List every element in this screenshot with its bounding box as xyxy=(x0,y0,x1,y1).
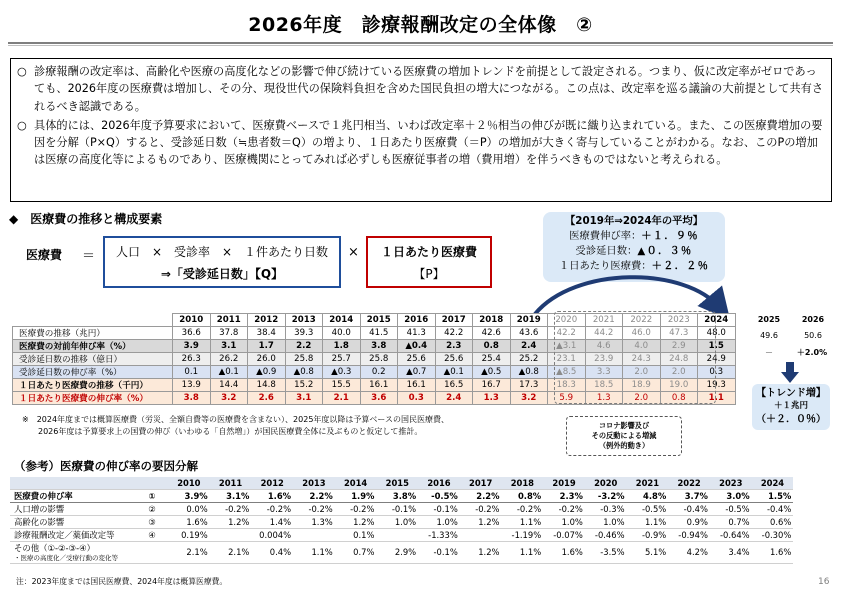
table-cell: 2.0 xyxy=(623,365,661,378)
year-header: 2024 xyxy=(752,477,794,489)
row-label: 受診延日数の伸び率（%） xyxy=(13,365,173,378)
page-number: 16 xyxy=(818,577,830,587)
table-cell: 1.8 xyxy=(323,339,361,352)
average-value: ▲０．３％ xyxy=(637,245,693,257)
year-header: 2012 xyxy=(248,314,286,327)
table-cell: -0.94% xyxy=(668,528,710,541)
table-cell: 0.7% xyxy=(335,541,377,563)
covid-note-line: コロナ影響及び xyxy=(598,421,650,430)
table-cell: -0.2% xyxy=(502,502,544,515)
table-cell: 3.2 xyxy=(510,391,548,404)
year-header: 2023 xyxy=(660,314,698,327)
table-cell: -0.4% xyxy=(752,502,794,515)
formula-q-line2: ⇒「受診延日数」【Q】 xyxy=(160,267,284,281)
table-cell: 25.7 xyxy=(323,352,361,365)
table-cell: 2.3 xyxy=(435,339,473,352)
table-cell: 1.2% xyxy=(460,541,502,563)
table-note-line: 2026年度は予算要求上の国費の伸び（いわゆる「自然増」）が国民医療費全体に及ぶものと仮定して推計。 xyxy=(22,427,423,436)
table-cell: 2.4 xyxy=(435,391,473,404)
table-cell: 42.2 xyxy=(548,326,586,339)
table-row xyxy=(10,528,793,541)
table-cell: 38.4 xyxy=(248,326,286,339)
table-cell: -0.2% xyxy=(543,502,585,515)
bullet-icon: ○ xyxy=(17,118,27,132)
formula-equals: ＝ xyxy=(82,249,96,264)
year-header: 2019 xyxy=(510,314,548,327)
table-cell: 18.3 xyxy=(548,378,586,391)
covid-note-line: （例外的動き） xyxy=(598,441,650,450)
year-header: 2014 xyxy=(335,477,377,489)
year-header: 2017 xyxy=(460,477,502,489)
intro-paragraph xyxy=(17,63,825,115)
covid-period-highlight xyxy=(554,311,716,404)
table-cell: 14.4 xyxy=(210,378,248,391)
side-year-2026: 2026 xyxy=(801,315,825,324)
intro-paragraph xyxy=(17,117,825,169)
table-cell: -0.3% xyxy=(585,502,627,515)
row-label-text: その他（①-②-③-④） xyxy=(14,543,95,553)
table-cell: 26.0 xyxy=(248,352,286,365)
table-cell: -0.46% xyxy=(585,528,627,541)
table-cell: 0.19% xyxy=(168,528,210,541)
table-cell: 0.8% xyxy=(502,489,544,502)
average-label: 医療費伸び率： xyxy=(569,230,642,242)
table-cell: 1.6% xyxy=(251,489,293,502)
row-label: 受診延日数の推移（億日） xyxy=(13,352,173,365)
table-cell: 2.9% xyxy=(376,541,418,563)
table-cell: 25.4 xyxy=(473,352,511,365)
table-cell: ▲0.3 xyxy=(323,365,361,378)
page-title: 2026年度 診療報酬改定の全体像 ② xyxy=(248,14,593,36)
table-cell: ▲0.9 xyxy=(248,365,286,378)
table-cell: 0.9% xyxy=(668,515,710,528)
table-cell: 3.4% xyxy=(710,541,752,563)
table-cell: 1.1% xyxy=(293,541,335,563)
footnote: 注：2023年度までは国民医療費、2024年度は概算医療費。 xyxy=(16,577,228,586)
table-cell: 23.1 xyxy=(548,352,586,365)
table-cell: 0.004% xyxy=(251,528,293,541)
table-cell: 26.3 xyxy=(173,352,211,365)
row-label xyxy=(10,502,136,515)
table-cell: ▲0.7 xyxy=(398,365,436,378)
table-cell: 3.8 xyxy=(360,339,398,352)
year-header: 2016 xyxy=(398,314,436,327)
side-year-2025: 2025 xyxy=(757,315,781,324)
table-cell: 3.0% xyxy=(710,489,752,502)
table-cell: 46.0 xyxy=(623,326,661,339)
table-cell: 0.7% xyxy=(710,515,752,528)
row-label: １日あたり医療費の伸び率（%） xyxy=(13,391,173,404)
row-number: ② xyxy=(136,502,168,515)
table-cell: 1.1% xyxy=(502,515,544,528)
formula-box-q xyxy=(103,236,341,288)
table-cell: 1.0% xyxy=(543,515,585,528)
table-cell: 1.2% xyxy=(460,515,502,528)
table-note-line: ※ 2024年度までは概算医療費（労災、全額自費等の医療費を含まない）、2025年度以降は予算ベースの国民医療費、 xyxy=(22,415,450,424)
table-cell: 0.2 xyxy=(360,365,398,378)
table-cell: 25.2 xyxy=(510,352,548,365)
table-cell: 2.2 xyxy=(285,339,323,352)
table-cell: 1.5 xyxy=(698,339,736,352)
table-cell: 19.3 xyxy=(698,378,736,391)
table-cell: 13.9 xyxy=(173,378,211,391)
table-cell: 1.2% xyxy=(335,515,377,528)
table-cell: 3.2 xyxy=(210,391,248,404)
table-cell: 19.0 xyxy=(660,378,698,391)
year-header: 2024 xyxy=(698,314,736,327)
table-cell: 3.3 xyxy=(585,365,623,378)
table-note xyxy=(22,414,449,438)
table-cell: 2.1% xyxy=(168,541,210,563)
row-label xyxy=(10,489,136,502)
table-cell: 16.7 xyxy=(473,378,511,391)
table-cell: 1.6% xyxy=(543,541,585,563)
trend-increase-box xyxy=(752,384,830,430)
table-corner-cell xyxy=(10,477,136,489)
average-label: 受診延日数： xyxy=(575,245,638,257)
table-cell: 15.5 xyxy=(323,378,361,391)
year-header: 2021 xyxy=(585,314,623,327)
table-cell: -0.1% xyxy=(418,502,460,515)
table-cell: 1.1% xyxy=(502,541,544,563)
table-cell: 2.2% xyxy=(460,489,502,502)
table-cell: 37.8 xyxy=(210,326,248,339)
table-cell: 18.9 xyxy=(623,378,661,391)
table-cell: -0.5% xyxy=(418,489,460,502)
table-cell: 2.4 xyxy=(510,339,548,352)
table-cell: ▲3.1 xyxy=(548,339,586,352)
table-cell: 14.8 xyxy=(248,378,286,391)
table-cell: 3.9% xyxy=(168,489,210,502)
table-cell: 5.9 xyxy=(548,391,586,404)
table-cell: 42.6 xyxy=(473,326,511,339)
year-header: 2011 xyxy=(210,314,248,327)
table-row xyxy=(10,502,793,515)
table-cell: 3.9 xyxy=(173,339,211,352)
table-cell: 1.6% xyxy=(752,541,794,563)
table-cell: 0.1 xyxy=(173,365,211,378)
table-cell: 2.1 xyxy=(323,391,361,404)
side-growth-2025: － xyxy=(765,348,773,357)
table-corner-cell xyxy=(13,314,173,327)
table-cell: -0.2% xyxy=(335,502,377,515)
table-cell: 25.6 xyxy=(435,352,473,365)
table-cell: 1.7 xyxy=(248,339,286,352)
table-cell: 25.6 xyxy=(398,352,436,365)
side-value-2025: 49.6 xyxy=(760,331,778,340)
formula-p-line2: 【P】 xyxy=(413,267,445,281)
year-header: 2010 xyxy=(173,314,211,327)
table-cell: 3.8 xyxy=(173,391,211,404)
table-cell: 5.1% xyxy=(627,541,669,563)
year-header: 2020 xyxy=(585,477,627,489)
year-header: 2023 xyxy=(710,477,752,489)
row-number xyxy=(136,541,168,563)
table-cell: 41.5 xyxy=(360,326,398,339)
year-header: 2010 xyxy=(168,477,210,489)
table-cell: 44.2 xyxy=(585,326,623,339)
intro-text-1: 診療報酬の改定率は、高齢化や医療の高度化などの影響で伸び続けている医療費の増加トレンドを前提として設定される。つまり、仮に改定率がゼロであっても、2026年度の医療費は増加し、その分、現役世代の保険料負担を含めた国民負担の増大につながる。この点は、改定率を巡る議論の大前提として共有されるべき認識である。 xyxy=(34,65,824,113)
formula-times: × xyxy=(348,245,359,260)
table-cell: 3.1% xyxy=(210,489,252,502)
table-cell: -0.9% xyxy=(627,528,669,541)
table-cell: -1.19% xyxy=(502,528,544,541)
year-header: 2013 xyxy=(285,314,323,327)
table-header-row xyxy=(10,477,793,489)
average-value: ＋２．２％ xyxy=(651,260,710,272)
average-heading: 【2019年⇒2024年の平均】 xyxy=(564,215,704,227)
bullet-icon: ○ xyxy=(17,65,27,78)
year-header: 2011 xyxy=(210,477,252,489)
table-cell: 26.2 xyxy=(210,352,248,365)
intro-text-2: 具体的には、2026年度予算要求において、医療費ベースで１兆円相当、いわば改定率＋２％相当の伸びが既に織り込まれている。また、この医療費増加の要因を分解（P×Q）すると、受診延日数（≒患者数＝Q）の増より、１日あたり医療費（＝P）の増加が大きく寄与していることがわかる。なお、このPの増加は医療の高度化等によるものであり、医療機関にとってみれば必ずしも医療従事者の増（費用増）を伴うべきものではないと考えられる。 xyxy=(34,118,823,167)
table-cell: 1.0% xyxy=(418,515,460,528)
side-growth-2026: ＋2.0% xyxy=(796,348,828,357)
trend-percent: （＋２．０％） xyxy=(756,414,826,425)
table-cell: 1.0% xyxy=(585,515,627,528)
table-cell: 41.3 xyxy=(398,326,436,339)
intro-box xyxy=(10,58,832,202)
table-cell: -0.30% xyxy=(752,528,794,541)
table-cell: 2.1% xyxy=(210,541,252,563)
table-cell: -0.64% xyxy=(710,528,752,541)
row-number: ④ xyxy=(136,528,168,541)
table-cell: 4.6 xyxy=(585,339,623,352)
table-cell: 0.6% xyxy=(752,515,794,528)
row-label-text: 人口増の影響 xyxy=(14,503,65,514)
table-cell: 1.5% xyxy=(752,489,794,502)
formula-lhs: 医療費 xyxy=(26,248,63,262)
section-heading-breakdown: （参考）医療費の伸び率の要因分解 xyxy=(14,459,198,473)
table-cell: 1.3 xyxy=(585,391,623,404)
table-cell: ▲0.8 xyxy=(510,365,548,378)
trend-label: 【トレンド増】 xyxy=(756,388,826,399)
row-label: 医療費の対前年伸び率（%） xyxy=(13,339,173,352)
table-cell: 3.8% xyxy=(376,489,418,502)
table-cell: -0.2% xyxy=(251,502,293,515)
table-cell: 18.5 xyxy=(585,378,623,391)
table-cell xyxy=(293,528,335,541)
title-divider-thin xyxy=(8,45,833,46)
year-header: 2017 xyxy=(435,314,473,327)
table-cell: 3.1 xyxy=(285,391,323,404)
table-cell: ▲0.1 xyxy=(210,365,248,378)
year-header: 2015 xyxy=(376,477,418,489)
table-cell: -0.5% xyxy=(710,502,752,515)
table-cell xyxy=(460,528,502,541)
covid-note-box xyxy=(566,416,682,456)
year-header: 2020 xyxy=(548,314,586,327)
table-cell xyxy=(210,528,252,541)
table-cell: 0.8 xyxy=(473,339,511,352)
table-row xyxy=(10,541,793,563)
average-row xyxy=(543,229,725,244)
covid-note-line: その反動による増減 xyxy=(591,431,657,440)
table-row xyxy=(10,489,793,502)
row-number: ① xyxy=(136,489,168,502)
table-cell: -0.1% xyxy=(418,541,460,563)
table-cell: 2.6 xyxy=(248,391,286,404)
table-cell: 3.1 xyxy=(210,339,248,352)
table-cell: 1.1 xyxy=(698,391,736,404)
table-cell: 2.3% xyxy=(543,489,585,502)
table-cell: -0.5% xyxy=(627,502,669,515)
table-cell: -3.2% xyxy=(585,489,627,502)
table-cell: ▲0.5 xyxy=(473,365,511,378)
table-cell: 0.0% xyxy=(168,502,210,515)
table-cell: 16.5 xyxy=(435,378,473,391)
row-label-text: 診療報酬改定／薬価改定等 xyxy=(14,529,115,540)
down-arrow-icon xyxy=(780,362,800,384)
table-cell: 4.0 xyxy=(623,339,661,352)
table-cell: -0.2% xyxy=(293,502,335,515)
table-cell: 39.3 xyxy=(285,326,323,339)
table-cell: 17.3 xyxy=(510,378,548,391)
table-cell: 1.4% xyxy=(251,515,293,528)
side-value-2026: 50.6 xyxy=(804,331,822,340)
average-label: １日あたり医療費： xyxy=(558,260,652,272)
title-divider xyxy=(8,42,833,44)
table-cell: 1.6% xyxy=(168,515,210,528)
table-cell: 1.0% xyxy=(376,515,418,528)
formula-box-p xyxy=(366,236,492,288)
table-cell: ▲0.4 xyxy=(398,339,436,352)
table-cell: 1.3 xyxy=(473,391,511,404)
table-cell: -3.5% xyxy=(585,541,627,563)
growth-breakdown-table xyxy=(10,477,793,564)
row-label xyxy=(10,528,136,541)
year-header: 2012 xyxy=(251,477,293,489)
table-cell: 24.9 xyxy=(698,352,736,365)
table-cell: 48.0 xyxy=(698,326,736,339)
table-cell: 2.0 xyxy=(623,391,661,404)
table-cell: 0.3 xyxy=(398,391,436,404)
year-header: 2019 xyxy=(543,477,585,489)
row-label: １日あたり医療費の推移（千円） xyxy=(13,378,173,391)
year-header: 2016 xyxy=(418,477,460,489)
trend-amount: ＋１兆円 xyxy=(773,401,808,411)
table-cell: 43.6 xyxy=(510,326,548,339)
table-cell: 4.8% xyxy=(627,489,669,502)
table-cell: 15.2 xyxy=(285,378,323,391)
table-cell: 0.4% xyxy=(251,541,293,563)
table-cell: 0.1% xyxy=(335,528,377,541)
year-header: 2018 xyxy=(502,477,544,489)
table-cell: 2.2% xyxy=(293,489,335,502)
row-number: ③ xyxy=(136,515,168,528)
table-cell: -0.2% xyxy=(460,502,502,515)
table-cell: 0.3 xyxy=(698,365,736,378)
table-cell: -0.1% xyxy=(376,502,418,515)
table-cell: 40.0 xyxy=(323,326,361,339)
row-sublabel: ・医療の高度化／受療行動の変化等 xyxy=(14,554,118,562)
table-cell: -1.33% xyxy=(418,528,460,541)
table-cell: ▲0.1 xyxy=(435,365,473,378)
row-label-text: 高齢化の影響 xyxy=(14,516,65,527)
section-heading-trend: ◆ 医療費の推移と構成要素 xyxy=(9,212,163,226)
row-label: 医療費の推移（兆円） xyxy=(13,326,173,339)
table-cell: ▲8.5 xyxy=(548,365,586,378)
table-cell: 16.1 xyxy=(398,378,436,391)
average-value: ＋１．９％ xyxy=(641,230,699,242)
table-cell: 16.1 xyxy=(360,378,398,391)
formula-q-line1: 人口 × 受診率 × １件あたり日数 xyxy=(115,245,329,259)
average-row xyxy=(543,244,725,259)
year-header: 2021 xyxy=(627,477,669,489)
year-header: 2022 xyxy=(668,477,710,489)
year-header: 2013 xyxy=(293,477,335,489)
row-label-text: 医療費の伸び率 xyxy=(14,490,73,501)
table-row xyxy=(10,515,793,528)
table-cell: 47.3 xyxy=(660,326,698,339)
table-cell: 1.3% xyxy=(293,515,335,528)
row-label xyxy=(10,541,136,563)
table-cell: 2.9 xyxy=(660,339,698,352)
table-cell: 24.8 xyxy=(660,352,698,365)
table-cell: 3.6 xyxy=(360,391,398,404)
table-cell: 25.8 xyxy=(360,352,398,365)
table-cell: 25.8 xyxy=(285,352,323,365)
table-cell: 1.2% xyxy=(210,515,252,528)
table-cell: 23.9 xyxy=(585,352,623,365)
year-header: 2018 xyxy=(473,314,511,327)
year-header: 2015 xyxy=(360,314,398,327)
formula-p-line1: １日あたり医療費 xyxy=(380,245,477,259)
table-cell: -0.4% xyxy=(668,502,710,515)
row-label xyxy=(10,515,136,528)
table-cell: -0.07% xyxy=(543,528,585,541)
table-cell: 3.7% xyxy=(668,489,710,502)
table-cell: 24.3 xyxy=(623,352,661,365)
table-cell: 1.9% xyxy=(335,489,377,502)
table-cell: 1.1% xyxy=(627,515,669,528)
table-corner-cell xyxy=(136,477,168,489)
table-cell: 0.8 xyxy=(660,391,698,404)
table-cell: 42.2 xyxy=(435,326,473,339)
table-cell xyxy=(376,528,418,541)
year-header: 2014 xyxy=(323,314,361,327)
table-cell: 36.6 xyxy=(173,326,211,339)
table-cell: -0.2% xyxy=(210,502,252,515)
table-cell: 2.0 xyxy=(660,365,698,378)
table-cell: 4.2% xyxy=(668,541,710,563)
year-header: 2022 xyxy=(623,314,661,327)
table-cell: ▲0.8 xyxy=(285,365,323,378)
